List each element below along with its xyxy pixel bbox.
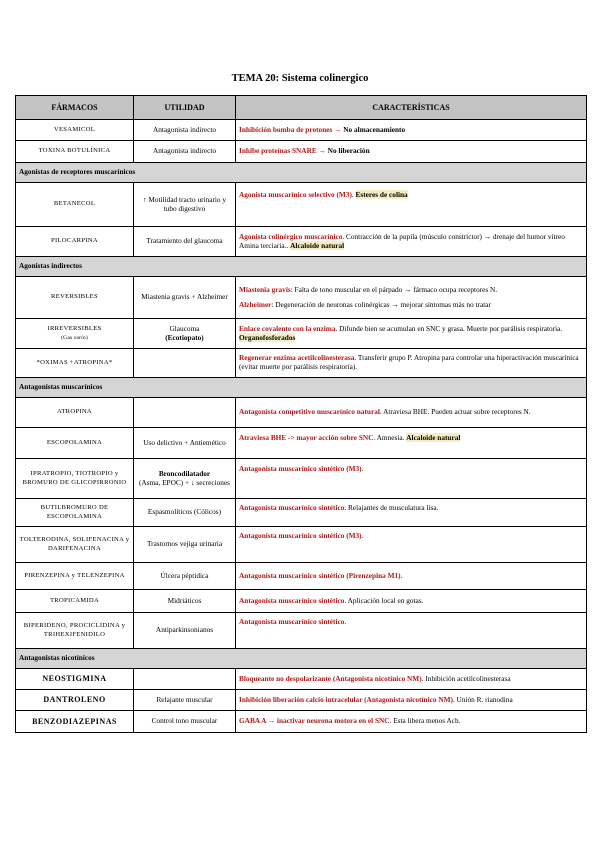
drug-use <box>134 669 236 690</box>
table-row <box>16 613 587 649</box>
drug-features: Antagonista muscarínico sintético. Relajantes de musculatura lisa. <box>236 499 587 527</box>
drug-features: Atraviesa BHE -> mayor acción sobre SNC. Amnesia. Alcaloide natural <box>236 428 587 459</box>
drug-name: PIRENZEPINA y TELENZEPINA <box>16 563 134 590</box>
drug-use: Uso delictivo + Antiemético <box>134 428 236 459</box>
table-row <box>16 319 587 349</box>
drug-name: BENZODIAZEPINAS <box>16 711 134 733</box>
table-header-row <box>16 96 587 120</box>
drug-name: VESAMICOL <box>16 120 134 141</box>
drug-name: REVERSIBLES <box>16 277 134 319</box>
header-use: UTILIDAD <box>134 96 236 120</box>
drug-use <box>134 349 236 378</box>
drug-name: BUTILBROMURO DE ESCOPOLAMINA <box>16 499 134 527</box>
section-title: Antagonistas nicotínicos <box>16 649 587 669</box>
section-title: Agonistas indirectos <box>16 257 587 277</box>
table-row <box>16 669 587 690</box>
drug-use: ↑ Motilidad tracto urinario y tubo digestivo <box>134 183 236 227</box>
table-row <box>16 527 587 563</box>
drug-features: Antagonista muscarínico sintético (M3). <box>236 527 587 563</box>
table-row <box>16 459 587 499</box>
drug-name: IPRATROPIO, TIOTROPIO y BROMURO DE GLICOPIRRONIO <box>16 459 134 499</box>
section-row <box>16 257 587 277</box>
table-row <box>16 499 587 527</box>
table-row <box>16 227 587 257</box>
drug-features: Enlace covalente con la enzima. Difunde bien se acumulan en SNC y grasa. Muerte por parálisis respiratoria. Organofosforados <box>236 319 587 349</box>
drug-features: Bloqueante no despolarizante (Antagonista nicotínico NM). Inhibición acetilcolinesterasa <box>236 669 587 690</box>
drug-features: Agonista muscarínico selectivo (M3). Esteres de colina <box>236 183 587 227</box>
drug-name: ATROPINA <box>16 398 134 428</box>
drug-name: BIPERIDENO, PROCICLIDINA y TRIHEXIFENIDILO <box>16 613 134 649</box>
drug-use: Control tono muscular <box>134 711 236 733</box>
drug-features: Regenerar enzima acetilcolinesterasa. Transferir grupo P. Atropina para controlar una hiperactivación muscarínica (evitar muerte por parálisis respiratoria). <box>236 349 587 378</box>
drug-use: Espasmolíticos (Cólicos) <box>134 499 236 527</box>
drug-use: Trastornos vejiga urinaria <box>134 527 236 563</box>
drug-use: Glaucoma (Ecotiopato) <box>134 319 236 349</box>
table-row <box>16 428 587 459</box>
section-row <box>16 649 587 669</box>
drug-use: Antagonista indirecto <box>134 120 236 141</box>
drug-features: Antagonista muscarínico sintético. <box>236 613 587 649</box>
table-row <box>16 141 587 163</box>
drug-features: Agonista colinérgico muscarínico. Contracción de la pupila (músculo constrictor) → drenaje del humor vítreo Amina terciaria.. Alcaloide natural <box>236 227 587 257</box>
drug-name: PILOCARPINA <box>16 227 134 257</box>
table-row <box>16 690 587 711</box>
drug-features: Antagonista competitivo muscarínico natural. Atraviesa BHE. Pueden actuar sobre receptores N. <box>236 398 587 428</box>
drug-name: TROPICAMIDA <box>16 590 134 613</box>
table-row <box>16 563 587 590</box>
drug-name: TOXINA BOTULÍNICA <box>16 141 134 163</box>
drug-features: Antagonista muscarínico sintético (M3). <box>236 459 587 499</box>
drug-use: Tratamiento del glaucoma <box>134 227 236 257</box>
drug-table <box>15 95 587 733</box>
drug-use <box>134 398 236 428</box>
drug-name: BETANECOL <box>16 183 134 227</box>
table-row <box>16 398 587 428</box>
drug-name: DANTROLENO <box>16 690 134 711</box>
table-row <box>16 349 587 378</box>
table-row <box>16 590 587 613</box>
header-features: CARACTERÍSTICAS <box>236 96 587 120</box>
drug-features: GABA A → inactivar neurona motora en el SNC. Esta libera menos Ach. <box>236 711 587 733</box>
drug-use: Midriáticos <box>134 590 236 613</box>
table-row <box>16 183 587 227</box>
drug-use: Relajante muscular <box>134 690 236 711</box>
drug-name <box>16 319 134 349</box>
drug-name: ESCOPOLAMINA <box>16 428 134 459</box>
drug-name-sub: (Gas sarín) <box>61 334 88 341</box>
drug-features: Miastenia gravis: Falta de tono muscular en el párpado → fármaco ocupa receptores N. Alzheimer: Degeneración de neuronas colinérgicas → mejorar síntomas más no tratar <box>236 277 587 319</box>
section-row <box>16 378 587 398</box>
section-title: Agonistas de receptores muscarínicos <box>16 163 587 183</box>
table-row <box>16 277 587 319</box>
drug-use: Broncodilatador (Asma, EPOC) + ↓ secreciones <box>134 459 236 499</box>
drug-use: Antagonista indirecto <box>134 141 236 163</box>
drug-features: Inhibe proteínas SNARE → No liberación <box>236 141 587 163</box>
section-row <box>16 163 587 183</box>
drug-features: Antagonista muscarínico sintético (Pirenzepina M1). <box>236 563 587 590</box>
table-row <box>16 711 587 733</box>
drug-use: Úlcera péptidica <box>134 563 236 590</box>
header-drugs: FÁRMACOS <box>16 96 134 120</box>
drug-use: Miastenia gravis + Alzheimer <box>134 277 236 319</box>
drug-features: Antagonista muscarínico sintético. Aplicación local en gotas. <box>236 590 587 613</box>
drug-features: Inhibición bomba de protones → No almacenamiento <box>236 120 587 141</box>
drug-name-main: IRREVERSIBLES <box>47 325 102 333</box>
page-title: TEMA 20: Sistema colinergico <box>231 73 369 84</box>
drug-name: TOLTERODINA, SOLIFENACINA y DARIFENACINA <box>16 527 134 563</box>
drug-use: Antiparkinsonianos <box>134 613 236 649</box>
drug-name: NEOSTIGMINA <box>16 669 134 690</box>
section-title: Antagonistas muscarínicos <box>16 378 587 398</box>
drug-features: Inhibición liberación calcio intracelular (Antagonista nicotínico NM). Unión R. rianodina <box>236 690 587 711</box>
drug-name: *OXIMAS +ATROPINA* <box>16 349 134 378</box>
table-row <box>16 120 587 141</box>
